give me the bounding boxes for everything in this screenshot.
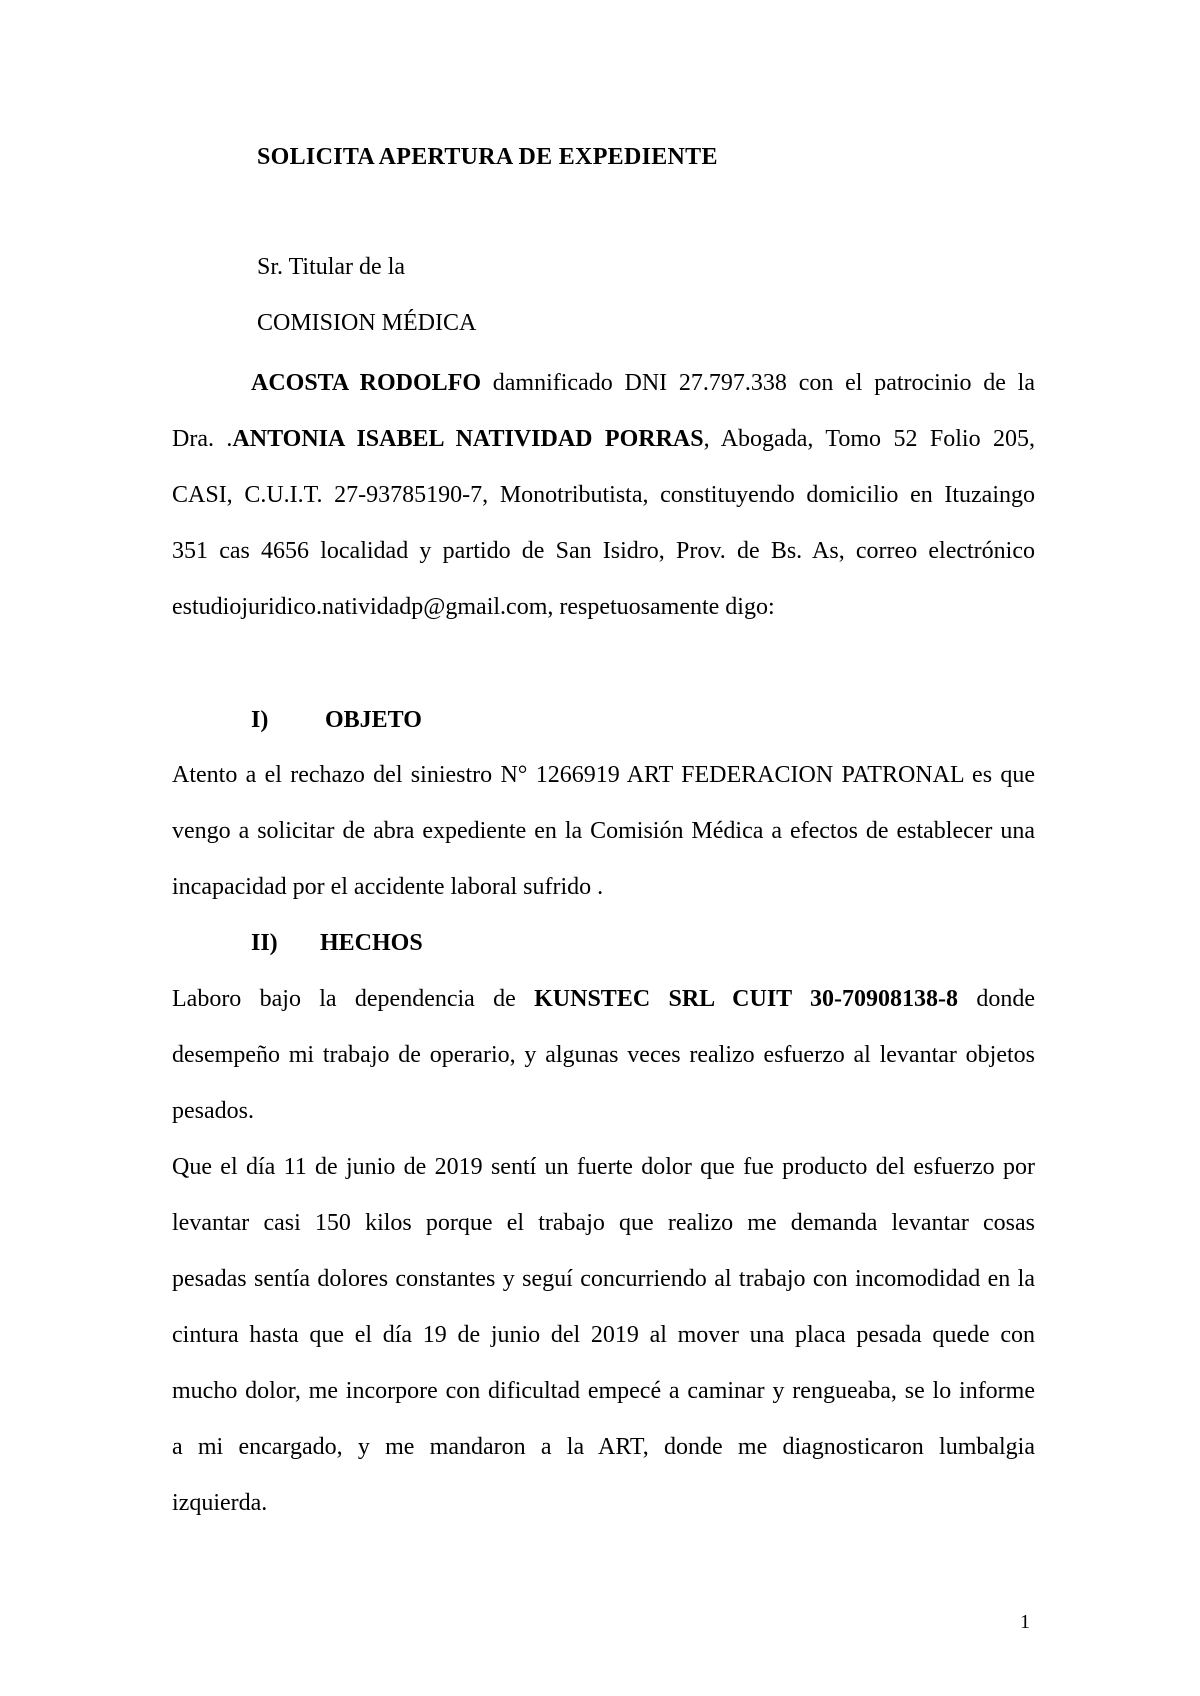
page-number: 1 — [1020, 1611, 1030, 1633]
hechos-line-4: Que el día 11 de junio de 2019 sentí un fuerte dolor que fue producto del esfuerzo por — [172, 1154, 1035, 1180]
document-title: SOLICITA APERTURA DE EXPEDIENTE — [257, 144, 718, 170]
objeto-line-2: vengo a solicitar de abra expediente en la Comisión Médica a efectos de establecer una — [172, 818, 1035, 844]
intro-line-4: 351 cas 4656 localidad y partido de San Isidro, Prov. de Bs. As, correo electrónico — [172, 538, 1035, 564]
hechos-line-7: cintura hasta que el día 19 de junio del 2019 al mover una placa pesada quede con — [172, 1322, 1035, 1348]
hechos-line-10: izquierda. — [172, 1490, 268, 1516]
hechos-line-1-prefix: Laboro bajo la dependencia de — [172, 986, 535, 1012]
addressee-line-2: COMISION MÉDICA — [257, 310, 477, 336]
section-1-numeral: I) — [251, 707, 269, 733]
employer-name: KUNSTEC SRL CUIT 30-70908138-8 — [534, 986, 959, 1012]
hechos-line-6: pesadas sentía dolores constantes y seguí concurriendo al trabajo con incomodidad en la — [172, 1266, 1035, 1292]
hechos-line-1 — [172, 985, 1035, 1013]
hechos-line-3: pesados. — [172, 1098, 254, 1124]
hechos-line-8: mucho dolor, me incorpore con dificultad empecé a caminar y rengueaba, se lo informe — [172, 1378, 1035, 1404]
intro-line-5: estudiojuridico.natividadp@gmail.com, respetuosamente digo: — [172, 594, 775, 620]
hechos-line-5: levantar casi 150 kilos porque el trabajo que realizo me demanda levantar cosas — [172, 1210, 1035, 1236]
lawyer-name: ANTONIA ISABEL NATIVIDAD PORRAS — [232, 426, 704, 452]
section-1-heading: OBJETO — [325, 707, 422, 733]
intro-line-2-text: , Abogada, Tomo 52 Folio 205, — [703, 426, 1036, 452]
intro-line-2-prefix: Dra. . — [172, 426, 233, 452]
objeto-line-3: incapacidad por el accidente laboral sufrido . — [172, 874, 604, 900]
objeto-line-1: Atento a el rechazo del siniestro N° 1266919 ART FEDERACION PATRONAL es que — [172, 762, 1035, 788]
intro-line-2 — [172, 425, 1035, 453]
section-2-heading: HECHOS — [320, 930, 423, 956]
hechos-line-1-suffix: donde — [958, 986, 1036, 1012]
intro-line-1-text: damnificado DNI 27.797.338 con el patrocinio de la — [481, 370, 1035, 396]
section-2-numeral: II) — [251, 930, 278, 956]
addressee-line-1: Sr. Titular de la — [257, 254, 406, 280]
claimant-name: ACOSTA RODOLFO — [251, 370, 482, 396]
hechos-line-2: desempeño mi trabajo de operario, y algunas veces realizo esfuerzo al levantar objetos — [172, 1042, 1035, 1068]
hechos-line-9: a mi encargado, y me mandaron a la ART, donde me diagnosticaron lumbalgia — [172, 1434, 1035, 1460]
intro-line-1 — [251, 369, 1035, 397]
intro-line-3: CASI, C.U.I.T. 27-93785190-7, Monotributista, constituyendo domicilio en Ituzaingo — [172, 482, 1035, 508]
